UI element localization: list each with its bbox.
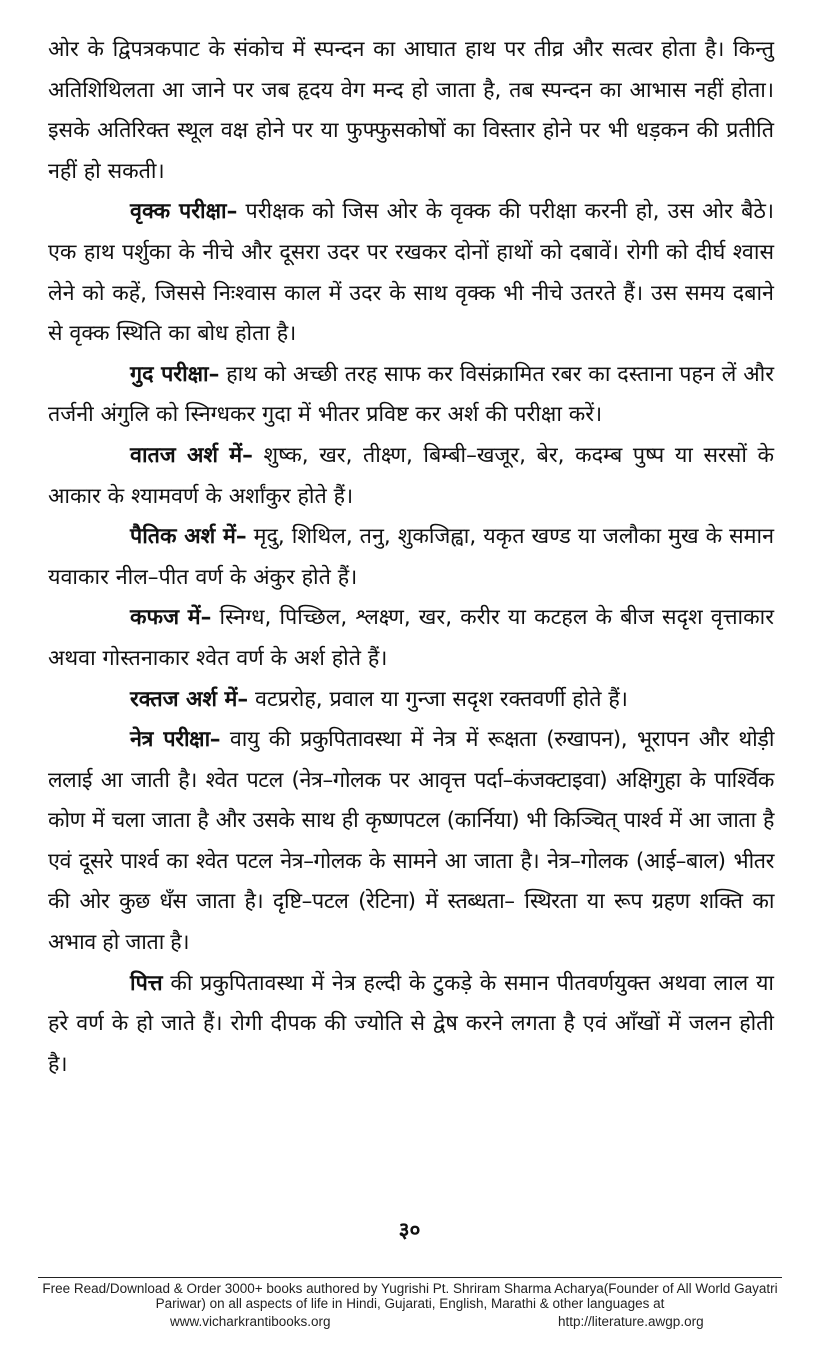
- paragraph-text: स्निग्ध, पिच्छिल, श्लक्ष्ण, खर, करीर या कटहल के बीज सदृश वृत्ताकार अथवा गोस्तनाकार श्वेत वर्ण के अर्श होते हैं।: [48, 605, 774, 671]
- paragraph-raktaj: [48, 680, 774, 721]
- paragraph-vataj: [48, 436, 774, 517]
- footer: [38, 1281, 782, 1311]
- paragraph-heading: वृक्क परीक्षा–: [130, 199, 238, 225]
- paragraph-text: वायु की प्रकुपितावस्था में नेत्र में रूक्षता (रुखापन), भूरापन और थोड़ी ललाई आ जाती है। श्वेत पटल (नेत्र–गोलक पर आवृत्त पर्दा–कंजक्टाइवा) अक्षिगुहा के पार्श्विक कोण में चला जाता है और उसके साथ ही कृष्णपटल (कार्निया) भी किञ्चित् पार्श्व में आ जाता है एवं दूसरे पार्श्व का श्वेत पटल नेत्र–गोलक के सामने आ जाता है। नेत्र–गोलक (आई–बाल) भीतर की ओर कुछ धँस जाता है। दृष्टि–पटल (रेटिना) में स्तब्धता– स्थिरता या रूप ग्रहण शक्ति का अभाव हो जाता है।: [48, 727, 774, 956]
- paragraph-text: मृदु, शिथिल, तनु, शुकजिह्वा, यकृत खण्ड या जलौका मुख के समान यवाकार नील–पीत वर्ण के अंकुर होते हैं।: [48, 524, 775, 590]
- footer-link-awgp[interactable]: http://literature.awgp.org: [558, 1314, 704, 1329]
- paragraph-text: शुष्क, खर, तीक्ष्ण, बिम्बी–खजूर, बेर, कदम्ब पुष्प या सरसों के आकार के श्यामवर्ण के अर्शांकुर होते हैं।: [48, 442, 774, 509]
- paragraph-text: ओर के द्विपत्रकपाट के संकोच में स्पन्दन का आघात हाथ पर तीव्र और सत्वर होता है। किन्तु अतिशिथिलता आ जाने पर जब हृदय वेग मन्द हो जाता है, तब स्पन्दन का आभास नहीं होता। इसके अतिरिक्त स्थूल वक्ष होने पर या फुफ्फुसकोषों का विस्तार होने पर भी धड़कन की प्रतीति नहीं हो सकती।: [48, 37, 774, 184]
- paragraph-eye-exam: [48, 720, 774, 964]
- paragraph-text: हाथ को अच्छी तरह साफ कर विसंक्रामित रबर का दस्ताना पहन लें और तर्जनी अंगुलि को स्निग्धकर गुदा में भीतर प्रविष्ट कर अर्श की परीक्षा करें।: [48, 361, 774, 428]
- page-number: ३०: [398, 1218, 421, 1242]
- footer-links: [38, 1314, 782, 1330]
- body-text: [48, 30, 774, 1085]
- paragraph-text: वटप्ररोह, प्रवाल या गुन्जा सदृश रक्तवर्णी होते हैं।: [248, 686, 628, 712]
- footer-link-vicharkranti[interactable]: www.vicharkrantibooks.org: [170, 1314, 331, 1329]
- paragraph-text: परीक्षक को जिस ओर के वृक्क की परीक्षा करनी हो, उस ओर बैठे। एक हाथ पर्शुका के नीचे और दूसरा उदर पर रखकर दोनों हाथों को दबावें। रोगी को दीर्घ श्वास लेने को कहें, जिससे निःश्वास काल में उदर के साथ वृक्क भी नीचे उतरते हैं। उस समय दबाने से वृक्क स्थिति का बोध होता है।: [48, 199, 774, 347]
- paragraph-heading: गुद परीक्षा–: [130, 361, 220, 387]
- footer-text: Free Read/Download & Order 3000+ books authored by Yugrishi Pt. Shriram Sharma Acharya(Founder of All World Gayatri Pariwar) on all aspects of life in Hindi, Gujarati, English, Marathi & other languages at: [42, 1281, 778, 1311]
- paragraph-paittik: [48, 517, 774, 598]
- paragraph-heading: कफज में–: [130, 605, 212, 631]
- paragraph-text: की प्रकुपितावस्था में नेत्र हल्दी के टुकड़े के समान पीतवर्णयुक्त अथवा लाल या हरे वर्ण के हो जाते हैं। रोगी दीपक की ज्योति से द्वेष करने लगता है एवं आँखों में जलन होती है।: [48, 970, 774, 1077]
- paragraph-heading: रक्तज अर्श में–: [130, 686, 249, 712]
- paragraph-kidney-exam: [48, 192, 774, 354]
- paragraph-heading: नेत्र परीक्षा–: [130, 727, 221, 753]
- paragraph-heartbeat: [48, 30, 774, 192]
- paragraph-heading: वातज अर्श में–: [130, 442, 253, 468]
- paragraph-heading: पित्त: [130, 970, 163, 996]
- paragraph-pitta: [48, 964, 774, 1086]
- paragraph-heading: पैतिक अर्श में–: [130, 524, 247, 550]
- footer-divider: [38, 1277, 782, 1278]
- paragraph-rectal-exam: [48, 355, 774, 436]
- paragraph-kaphaj: [48, 598, 774, 679]
